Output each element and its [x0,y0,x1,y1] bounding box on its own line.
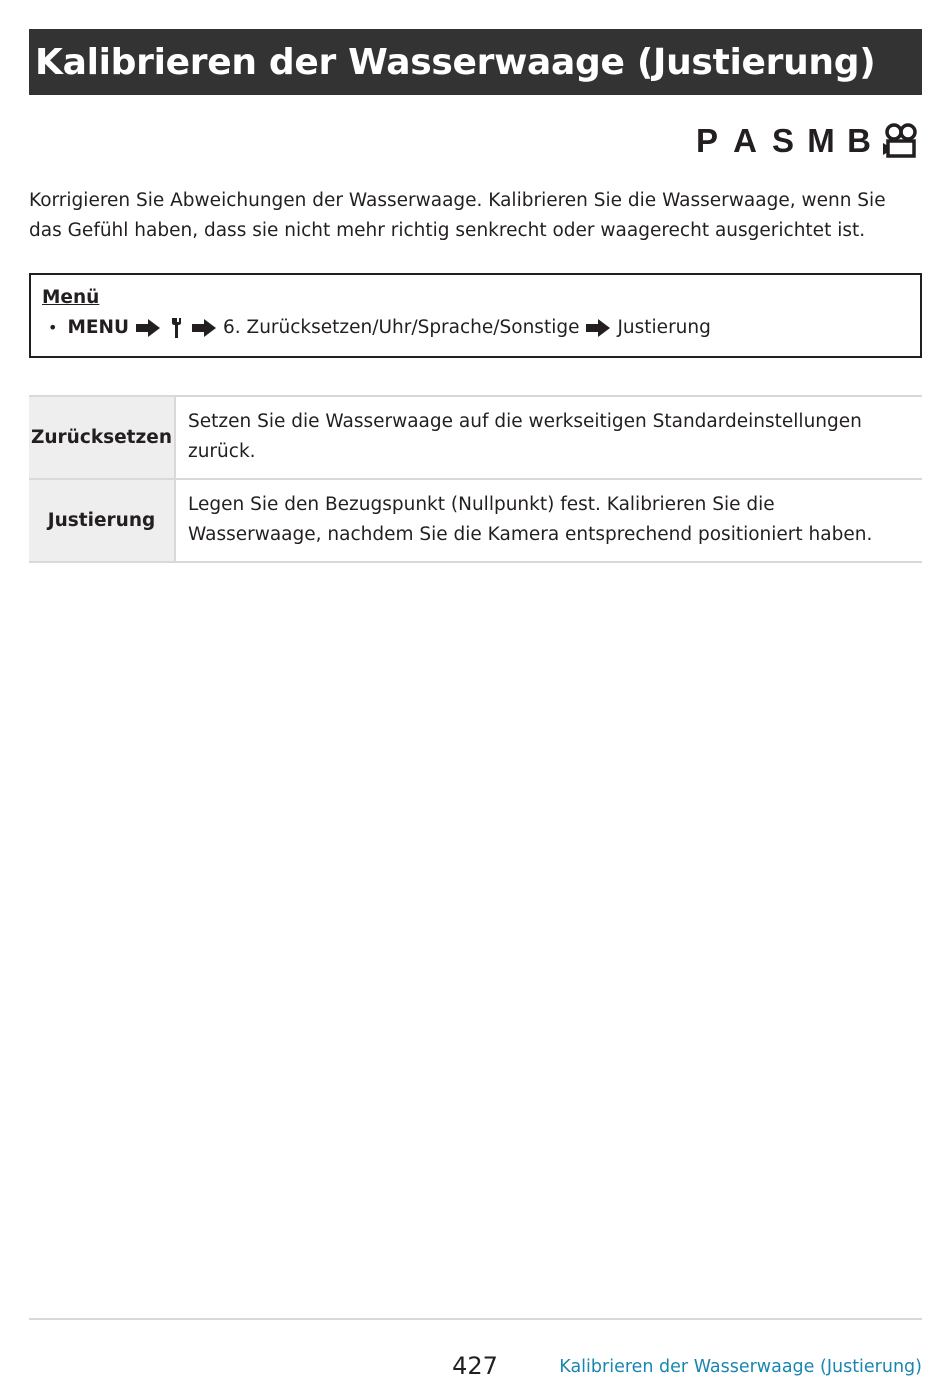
table-row [29,396,922,479]
mode-a: A [733,122,757,159]
menu-path [42,313,909,343]
menu-path-item: 6. Zurücksetzen/Uhr/Sprache/Sonstige [223,317,580,338]
wrench-icon [169,317,183,339]
menu-box [29,273,922,358]
arrow-right-icon [191,318,217,338]
mode-m: M [807,122,835,159]
arrow-right-icon [135,318,161,338]
mode-s: S [771,122,794,159]
menu-target: Justierung [617,317,711,338]
settings-table [29,395,922,563]
row-description: Legen Sie den Bezugspunkt (Nullpunkt) fest. Kalibrieren Sie die Wasserwaage, nachdem Sie die Kamera entsprechend positioniert haben. [175,479,922,562]
page-number: 427 [452,1352,498,1380]
row-description: Setzen Sie die Wasserwaage auf die werkseitigen Standardeinstellungen zurück. [175,396,922,479]
mode-b: B [847,122,871,159]
row-label: Justierung [29,479,175,562]
arrow-right-icon [585,318,611,338]
movie-camera-icon [882,122,920,160]
running-title-link[interactable]: Kalibrieren der Wasserwaage (Justierung) [559,1357,922,1377]
table-row [29,479,922,562]
row-label: Zurücksetzen [29,396,175,479]
intro-paragraph: Korrigieren Sie Abweichungen der Wasserwaage. Kalibrieren Sie die Wasserwaage, wenn Sie das Gefühl haben, dass sie nicht mehr richtig senkrecht oder waagerecht ausgerichtet ist. [29,190,886,241]
shooting-modes [684,120,920,162]
page-title: Kalibrieren der Wasserwaage (Justierung) [35,41,876,83]
bullet: • [48,318,58,337]
mode-p: P [695,122,718,159]
menu-heading: Menü [42,287,100,308]
footer-divider [29,1318,922,1320]
menu-key: MENU [67,317,129,338]
title-bar [29,29,922,95]
